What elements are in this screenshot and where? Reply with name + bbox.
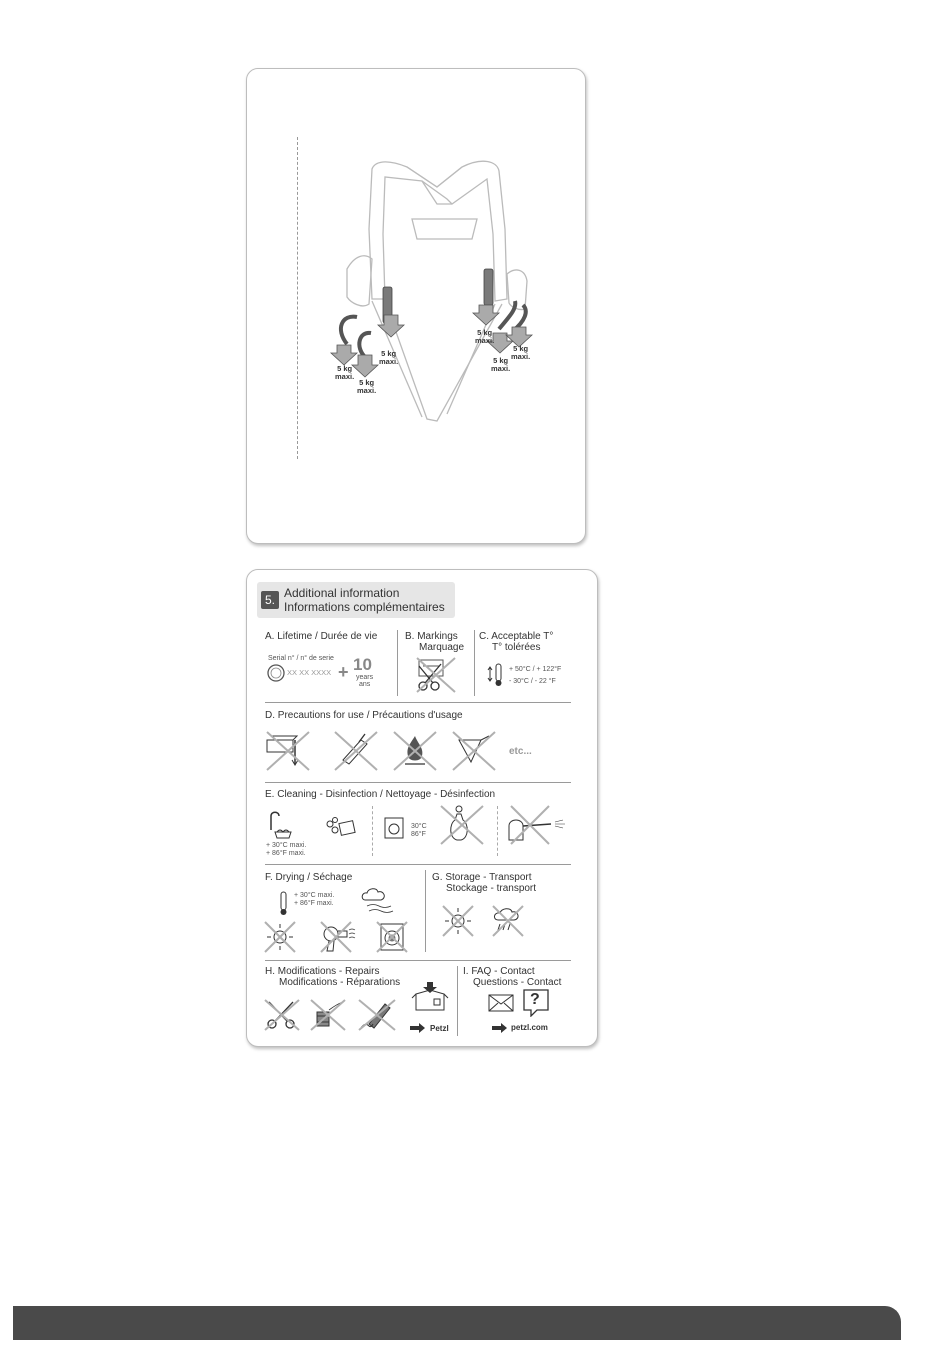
section-number-badge: 5. [261, 591, 279, 609]
divider [372, 806, 373, 856]
load-label-1: 5 kg maxi. [335, 364, 355, 381]
modifications-subtitle: Modifications - Réparations [279, 977, 401, 988]
tumble-dryer-icon [375, 920, 409, 954]
cleaning-title: E. Cleaning - Disinfection / Nettoyage - Désinfection [265, 789, 496, 800]
sun-icon [441, 904, 475, 938]
cleaning-temp-f: + 86°F maxi. [266, 850, 306, 857]
cutter-icon [333, 730, 379, 772]
precautions-title: D. Precautions for use / Précautions d'usage [265, 710, 463, 721]
markings-title: B. Markings [405, 631, 458, 642]
spray-bottle-icon [439, 804, 485, 846]
years-fr: ans [359, 681, 371, 688]
chemical-flask-icon [451, 730, 497, 772]
petzl-website-link[interactable]: petzl.com [511, 1023, 548, 1032]
divider [474, 630, 475, 696]
temp-max: + 50°C / + 122°F [509, 666, 562, 673]
mail-icon [488, 994, 514, 1012]
divider [457, 966, 458, 1036]
thermometer-icon [485, 662, 507, 688]
machine-temp-f: 86°F [411, 831, 426, 838]
thermometer-icon [277, 890, 291, 918]
divider [265, 702, 571, 703]
load-label-3: 5 kg maxi. [379, 349, 399, 366]
years-en: years [356, 674, 374, 681]
serial-placeholder: XX XX XXXX [287, 668, 332, 677]
divider [425, 870, 426, 952]
plus-sign: + [338, 662, 349, 682]
load-label-4: 5 kg maxi. [475, 328, 495, 345]
cleaning-temp-c: + 30°C maxi. [266, 842, 307, 849]
divider [497, 806, 498, 856]
faq-subtitle: Questions - Contact [473, 977, 562, 988]
washing-machine-icon [383, 816, 405, 840]
drying-title: F. Drying / Séchage [265, 872, 353, 883]
shade-wind-icon [359, 886, 395, 916]
load-label-5: 5 kg maxi. [491, 356, 511, 373]
temperature-title: C. Acceptable T° [479, 631, 554, 642]
load-label-6: 5 kg maxi. [511, 344, 531, 361]
temperature-subtitle: T° tolérées [492, 642, 541, 653]
footer-bar [13, 1306, 901, 1340]
serial-label: Serial n° / n° de serie [268, 655, 334, 662]
divider [265, 864, 571, 865]
drying-temp-c: + 30°C maxi. [294, 892, 335, 899]
section-title-en: Additional information [284, 586, 400, 600]
storage-subtitle: Stockage - transport [446, 883, 537, 894]
machine-temp-c: 30°C [411, 823, 427, 830]
pressure-washer-icon [503, 804, 567, 846]
drying-temp-f: + 86°F maxi. [294, 900, 334, 907]
modifications-title: H. Modifications - Repairs [265, 966, 380, 977]
years-number: 10 [353, 655, 372, 674]
petzl-brand: Petzl [430, 1024, 449, 1033]
markings-subtitle: Marquage [419, 642, 465, 653]
return-box-icon [410, 982, 450, 1012]
arrow-right-icon [409, 1022, 427, 1034]
soap-bubbles-icon [325, 816, 359, 840]
storage-title: G. Storage - Transport [432, 872, 532, 883]
question-mark: ? [530, 991, 540, 1008]
divider [265, 782, 571, 783]
rain-cloud-icon [490, 904, 526, 938]
hair-dryer-icon [319, 920, 359, 954]
arrow-right-icon [491, 1022, 509, 1034]
additional-info-page [246, 569, 598, 1047]
harness-diagram-page [246, 68, 586, 544]
divider [397, 630, 398, 696]
section-title-fr: Informations complémentaires [284, 600, 445, 614]
tap-wash-icon [265, 808, 297, 840]
divider [265, 960, 571, 961]
load-label-2: 5 kg maxi. [357, 378, 377, 395]
temp-min: - 30°C / - 22 °F [509, 678, 556, 685]
fire-icon [392, 730, 438, 772]
harness-illustration [247, 69, 585, 543]
sun-icon [263, 920, 297, 954]
scissors-icon [263, 998, 301, 1032]
sewing-thread-icon [309, 998, 349, 1032]
magnifier-icon [265, 662, 289, 686]
faq-title: I. FAQ - Contact [463, 966, 535, 977]
lifetime-title: A. Lifetime / Durée de vie [265, 631, 378, 642]
marker-pen-icon [357, 998, 397, 1032]
etc-label: etc... [509, 746, 532, 757]
sharp-edge-icon [265, 730, 311, 772]
markings-scissors-icon [415, 656, 457, 694]
